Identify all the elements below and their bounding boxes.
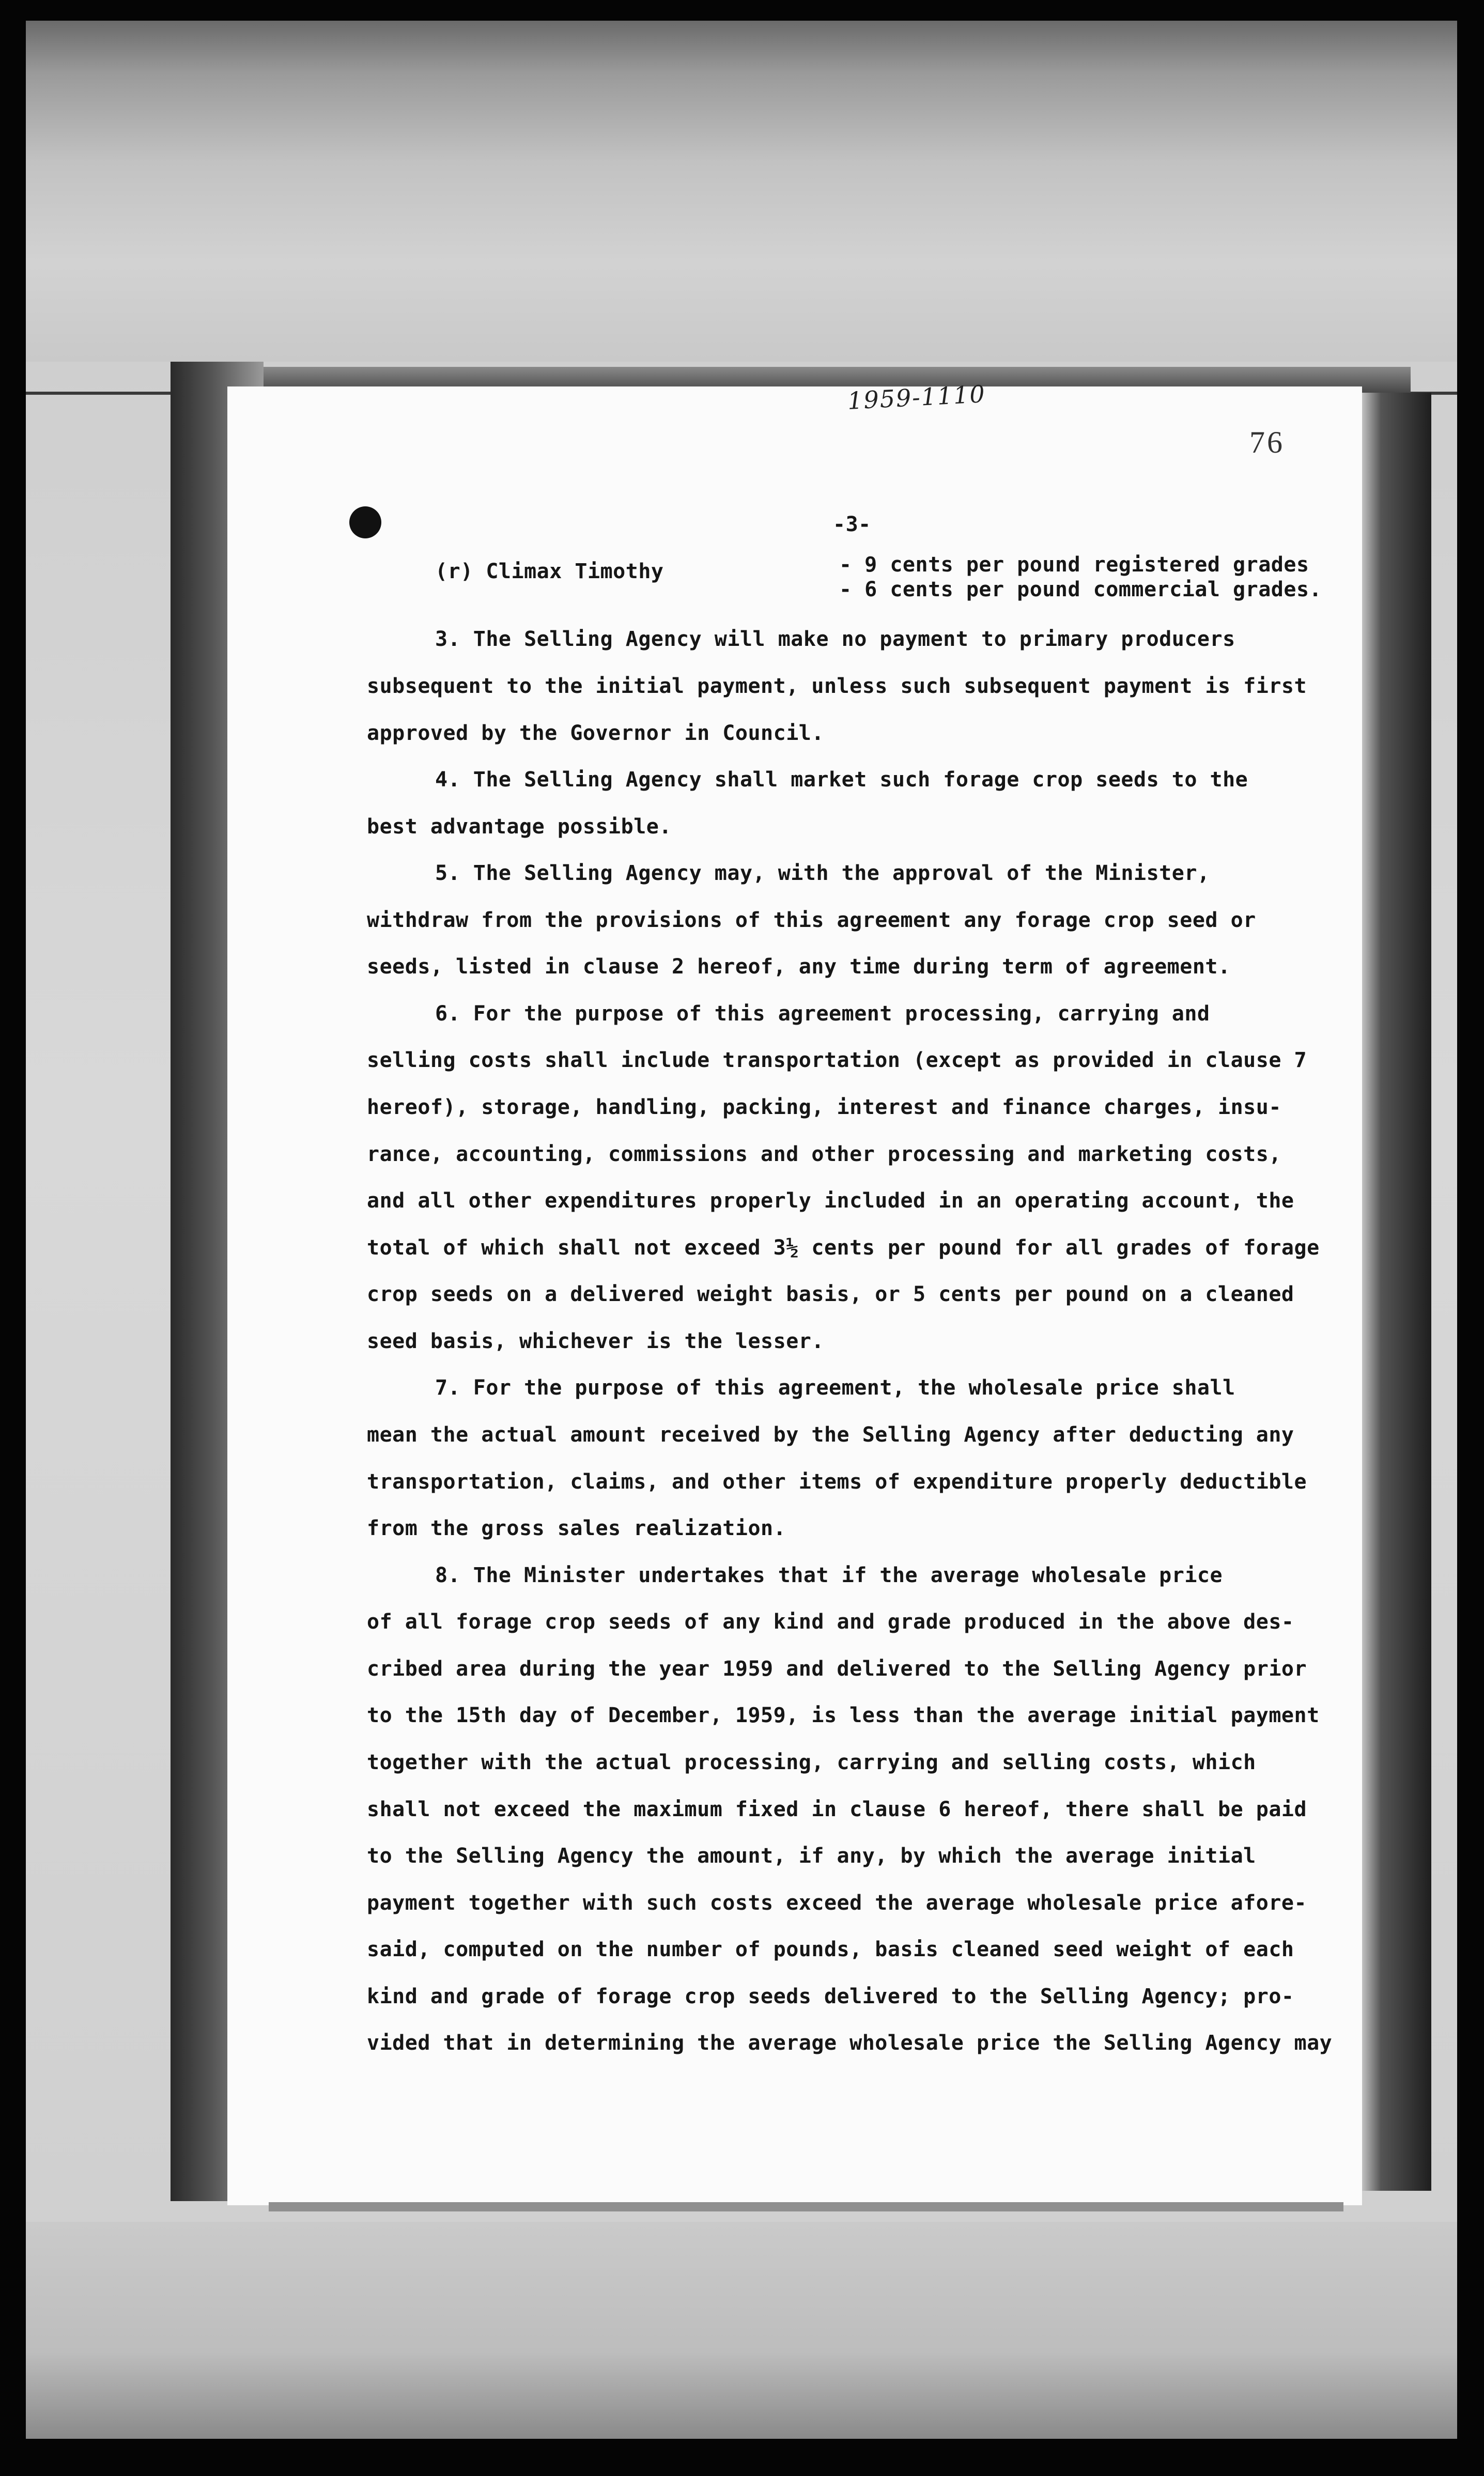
paragraph-8-line: to the Selling Agency the amount, if any, by which the average initial xyxy=(367,1844,1256,1868)
grade-rate-registered: - 9 cents per pound registered grades xyxy=(839,553,1309,577)
paragraph-6-line: seed basis, whichever is the lesser. xyxy=(367,1329,824,1353)
paragraph-6-line: 6. For the purpose of this agreement processing, carrying and xyxy=(435,1002,1210,1026)
paragraph-7-line: from the gross sales realization. xyxy=(367,1516,786,1540)
grade-item-label: (r) Climax Timothy xyxy=(435,560,664,583)
paragraph-8-line: of all forage crop seeds of any kind and grade produced in the above des- xyxy=(367,1610,1294,1634)
paragraph-5-line: seeds, listed in clause 2 hereof, any time during term of agreement. xyxy=(367,955,1231,979)
paragraph-8-line: payment together with such costs exceed the average wholesale price afore- xyxy=(367,1891,1307,1915)
paragraph-8-line: kind and grade of forage crop seeds delivered to the Selling Agency; pro- xyxy=(367,1985,1294,2008)
paragraph-6-line: and all other expenditures properly included in an operating account, the xyxy=(367,1189,1294,1213)
paragraph-6-line: rance, accounting, commissions and other processing and marketing costs, xyxy=(367,1142,1281,1166)
paragraph-8-line: vided that in determining the average wholesale price the Selling Agency may xyxy=(367,2031,1333,2055)
paragraph-3-line: subsequent to the initial payment, unless such subsequent payment is first xyxy=(367,674,1307,698)
paragraph-8-line: cribed area during the year 1959 and delivered to the Selling Agency prior xyxy=(367,1657,1307,1681)
paragraph-4-line: 4. The Selling Agency shall market such forage crop seeds to the xyxy=(435,768,1248,792)
paragraph-3-line: 3. The Selling Agency will make no payment to primary producers xyxy=(435,627,1235,651)
paragraph-5-line: 5. The Selling Agency may, with the approval of the Minister, xyxy=(435,861,1210,885)
paragraph-6-line: total of which shall not exceed 3½ cents per pound for all grades of forage xyxy=(367,1236,1320,1260)
paragraph-8-line: 8. The Minister undertakes that if the average wholesale price xyxy=(435,1564,1223,1587)
stamped-page-number: 76 xyxy=(1249,425,1285,459)
page-bottom-edge xyxy=(269,2202,1343,2211)
page-shadow-right xyxy=(1354,393,1431,2191)
paragraph-7-line: transportation, claims, and other items of expenditure properly deductible xyxy=(367,1470,1307,1494)
page-marker: -3- xyxy=(833,513,871,536)
film-background-top xyxy=(26,21,1457,393)
paragraph-8-line: to the 15th day of December, 1959, is less than the average initial payment xyxy=(367,1704,1320,1727)
handwritten-reference: 1959-1110 xyxy=(846,380,986,415)
film-background-bottom xyxy=(26,2222,1457,2439)
paragraph-8-line: shall not exceed the maximum fixed in clause 6 hereof, there shall be paid xyxy=(367,1798,1307,1821)
paragraph-4-line: best advantage possible. xyxy=(367,815,672,839)
paragraph-6-line: selling costs shall include transportation (except as provided in clause 7 xyxy=(367,1048,1307,1072)
paragraph-6-line: hereof), storage, handling, packing, interest and finance charges, insu- xyxy=(367,1095,1281,1119)
grade-rate-commercial: - 6 cents per pound commercial grades. xyxy=(839,578,1322,601)
paragraph-8-line: said, computed on the number of pounds, basis cleaned seed weight of each xyxy=(367,1938,1294,1961)
paragraph-8-line: together with the actual processing, carrying and selling costs, which xyxy=(367,1751,1256,1774)
paragraph-7-line: mean the actual amount received by the Selling Agency after deducting any xyxy=(367,1423,1294,1447)
paragraph-5-line: withdraw from the provisions of this agreement any forage crop seed or xyxy=(367,908,1256,932)
paragraph-7-line: 7. For the purpose of this agreement, the wholesale price shall xyxy=(435,1376,1235,1400)
paragraph-6-line: crop seeds on a delivered weight basis, or 5 cents per pound on a cleaned xyxy=(367,1282,1294,1306)
paragraph-3-line: approved by the Governor in Council. xyxy=(367,721,824,745)
binder-hole xyxy=(349,506,381,538)
